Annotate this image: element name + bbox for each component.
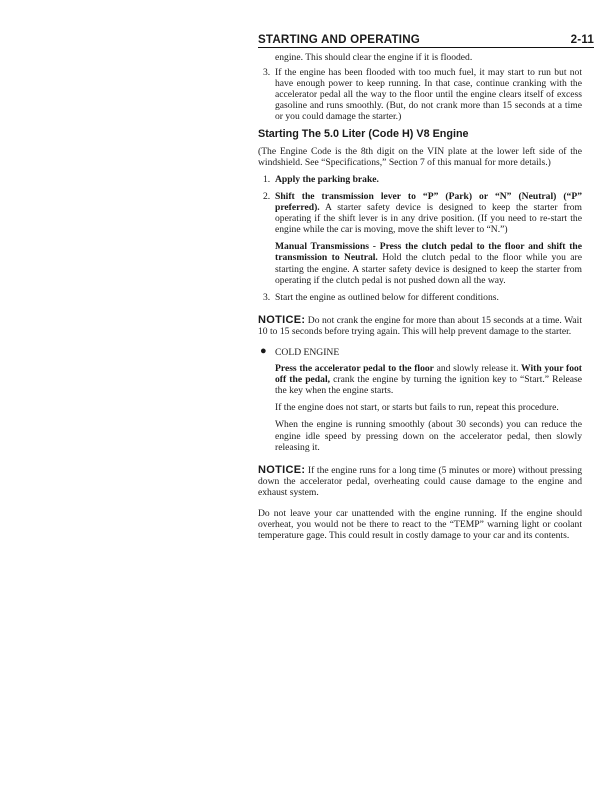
step-3: 3. Start the engine as outlined below for different conditions. — [263, 291, 499, 303]
notice-label: NOTICE: — [258, 463, 306, 476]
notice-overheating: NOTICE: If the engine runs for a long time (5 minutes or more) without pressing down the accelerator pedal, overheating could cause damage to the engine and exhaust system. — [258, 463, 582, 498]
notice-cranking: NOTICE: Do not crank the engine for more than about 15 seconds at a time. Wait 10 to 15 seconds before trying again. This will help prevent damage to the starter. — [258, 313, 582, 337]
page-number: 2-11 — [570, 33, 594, 46]
page-header — [258, 33, 594, 48]
list-item-3-flooded: 3. If the engine has been flooded with too much fuel, it may start to run but not have enough power to keep running. In that case, continue cranking with the accelerator pedal all the way to the floor until the engine clears itself of excess gasoline and runs smoothly. (But, do not crank more than 15 seconds at a time or you could damage the starter.) — [263, 67, 582, 123]
subsection-title: Starting The 5.0 Liter (Code H) V8 Engine — [258, 127, 469, 140]
unattended-warning: Do not leave your car unattended with the engine running. If the engine should overheat, you would not be there to react to the “TEMP” warning light or coolant temperature gage. This could result in costly damage to your car and its contents. — [258, 508, 582, 542]
section-title: STARTING AND OPERATING — [258, 33, 420, 46]
cold-engine-section — [258, 344, 582, 453]
cold-engine-heading: ● COLD ENGINE — [260, 344, 340, 358]
step-1: 1. Apply the parking brake. — [263, 173, 379, 185]
notice-label: NOTICE: — [258, 313, 306, 326]
continued-text: engine. This should clear the engine if it is flooded. — [275, 52, 473, 63]
engine-code-note: (The Engine Code is the 8th digit on the VIN plate at the lower left side of the windshield. See “Specifications,” Section 7 of this manual for more details.) — [258, 145, 582, 168]
bullet-icon: ● — [260, 344, 267, 357]
manual-transmission-note: Manual Transmissions - Press the clutch pedal to the floor and shift the transmission to Neutral. Hold the clutch pedal to the floor while you are starting the engine. A starter safety device is designed to keep the starter from operating if the clutch pedal is not pushed down all the way. — [275, 241, 582, 286]
step-2: 2. Shift the transmission lever to “P” (Park) or “N” (Neutral) (“P” preferred). A starter safety device is designed to keep the starter from operating if the shift lever is in any drive position. (If you need to re-start the engine while the car is moving, move the shift lever to “N.”) — [263, 190, 582, 236]
cold-engine-idle: When the engine is running smoothly (about 30 seconds) you can reduce the engine idle speed by pressing down on the accelerator pedal, then slowly releasing it. — [275, 419, 582, 453]
body-column — [258, 52, 582, 541]
cold-engine-step: Press the accelerator pedal to the floor and slowly release it. With your foot off the pedal, crank the engine by turning the ignition key to “Start.” Release the key when the engine starts. — [275, 363, 582, 397]
cold-engine-repeat: If the engine does not start, or starts but fails to run, repeat this procedure. — [275, 402, 559, 414]
